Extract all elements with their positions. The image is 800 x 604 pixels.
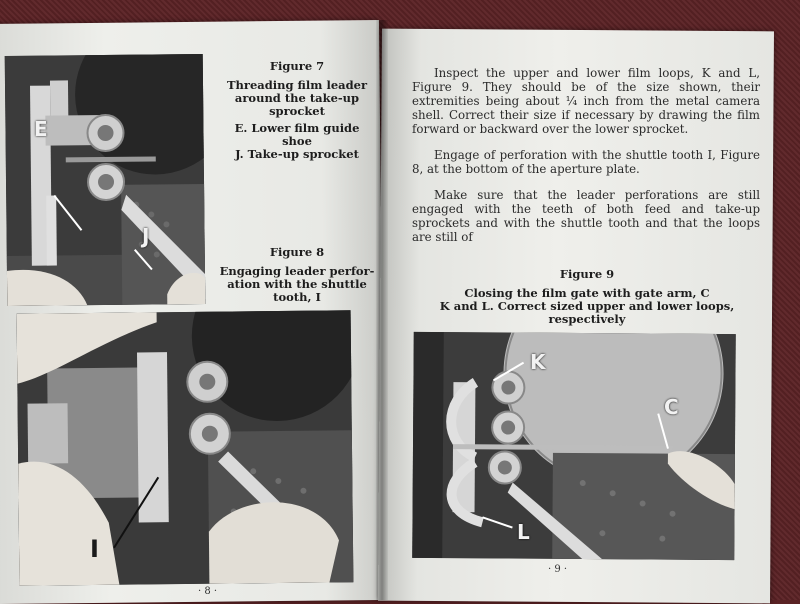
left-page-number: · 8 · — [198, 586, 218, 597]
figure-8-caption — [212, 246, 382, 304]
callout-c: C — [664, 395, 679, 419]
figure-7-legend-j: J. Take-up sprocket — [235, 147, 359, 161]
figure-9-caption-line2: K and L. Correct sized upper and lower loops, — [439, 299, 735, 313]
figure-9-photo — [412, 332, 736, 560]
paragraph-perforation: Engage of perforation with the shuttle tooth I, Figure 8, at the bottom of the aperture plate. — [412, 148, 760, 176]
paragraph-leader: Make sure that the leader perforations are still engaged with the teeth of both feed and take-up sprockets and with the shuttle tooth and that the loops are still of — [412, 188, 760, 244]
right-page-number: · 9 · — [548, 564, 568, 575]
figure-8-title: Figure 8 — [269, 245, 325, 259]
figure-9-caption-line3: respectively — [548, 312, 626, 326]
callout-l: L — [517, 520, 530, 544]
paragraph-loops: Inspect the upper and lower film loops, K and L, Figure 9. They should be of the size shown, their extremities being about ¼ inch from the metal camera shell. Correct their size if necessary by drawing the film forward or backward over the lower sprocket. — [412, 66, 760, 136]
figure-7-title: Figure 7 — [269, 59, 325, 73]
figure-7-photo — [5, 54, 206, 306]
figure-7-legend-e1: E. Lower film guide — [234, 121, 360, 135]
figure-7-caption-line3: sprocket — [269, 104, 325, 118]
figure-7-caption-line2: around the take-up — [234, 91, 360, 105]
figure-7-caption-line1: Threading film leader — [226, 78, 368, 92]
figure-9-caption-line1: Closing the film gate with gate arm, C — [464, 286, 710, 300]
figure-7-legend-e2: shoe — [282, 134, 312, 148]
figure-8-caption-line3: tooth, I — [273, 290, 321, 304]
figure-8-caption-line2: ation with the shuttle — [227, 277, 367, 291]
figure-9-title: Figure 9 — [559, 267, 615, 281]
figure-8-caption-line1: Engaging leader perfor- — [219, 264, 375, 278]
callout-i: I — [90, 535, 99, 563]
book-gutter — [376, 20, 388, 600]
callout-j: J — [142, 224, 150, 248]
figure-7-caption — [212, 60, 382, 161]
callout-e: E — [34, 117, 48, 141]
right-page-body — [412, 66, 760, 256]
figure-8-photo — [17, 310, 354, 585]
figure-9-caption — [412, 268, 762, 326]
callout-k: K — [530, 350, 546, 374]
